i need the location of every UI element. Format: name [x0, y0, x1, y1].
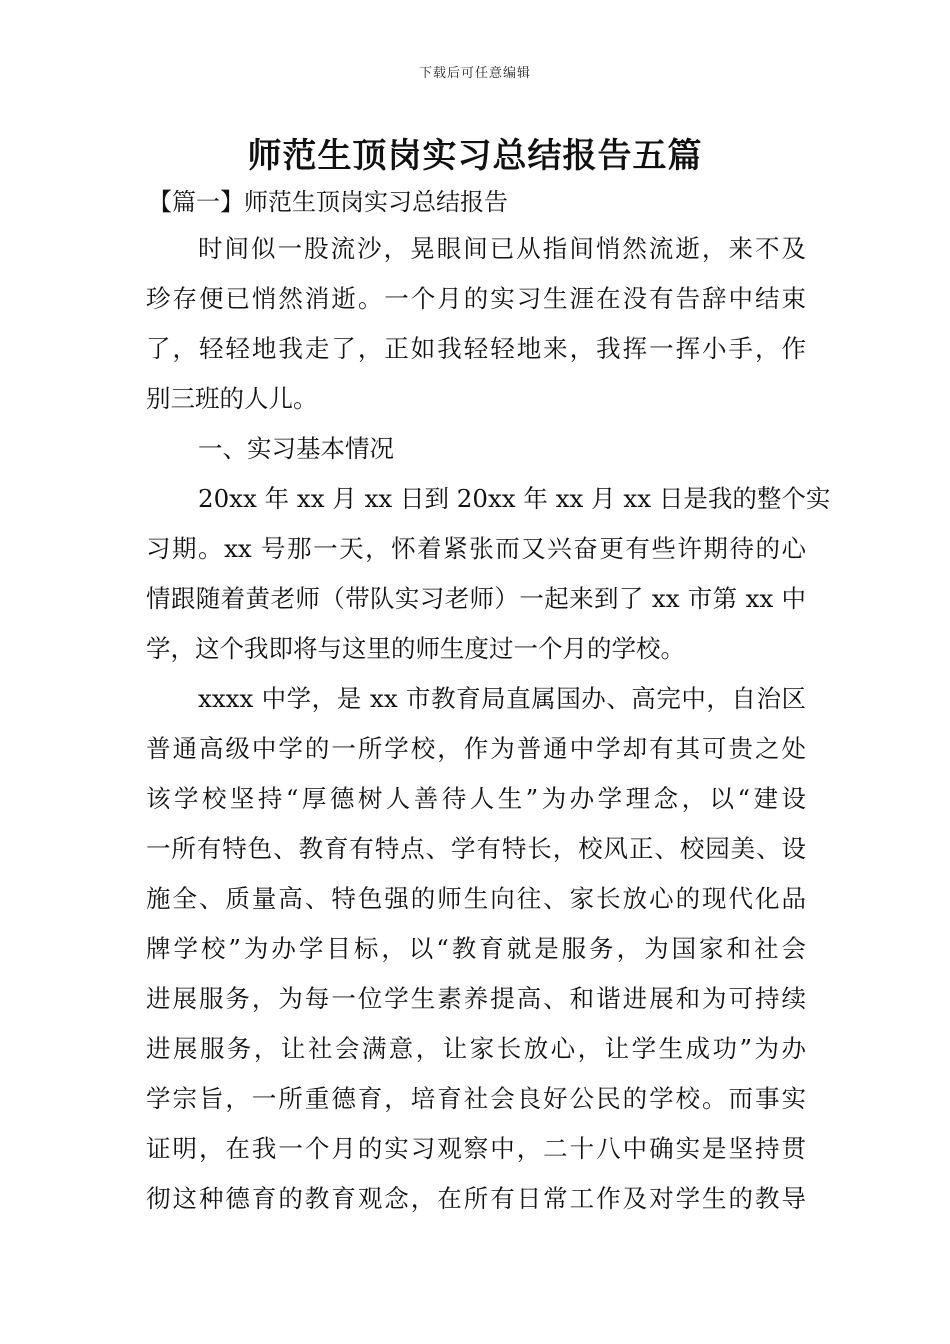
- paragraph-3: [146, 474, 831, 674]
- section-heading: 【篇一】师范生顶岗实习总结报告: [148, 188, 508, 216]
- text-line: 学，这个我即将与这里的师生度过一个月的学校。: [146, 634, 685, 663]
- subsection-heading: 一、实习基本情况: [198, 434, 394, 463]
- text-line: 证明，在我一个月的实习观察中，二十八中确实是坚持贯: [146, 1134, 806, 1163]
- paragraph-1: [146, 224, 806, 424]
- text-line: 别三班的人儿。: [146, 384, 318, 413]
- text-line: 了，轻轻地我走了，正如我轻轻地来，我挥一挥小手，作: [146, 334, 806, 363]
- text-line: 20xx 年 xx 月 xx 日到 20xx 年 xx 月 xx 日是我的整个实: [198, 484, 831, 513]
- text-line: 一所有特色、教育有特点、学有特长，校风正、校园美、设: [146, 834, 806, 863]
- text-line: 施全、质量高、特色强的师生向往、家长放心的现代化品: [146, 884, 806, 913]
- header-note: 下载后可任意编辑: [418, 66, 531, 81]
- text-line: xxxx 中学，是 xx 市教育局直属国办、高完中，自治区: [198, 684, 806, 713]
- text-line: 牌学校”为办学目标，以“教育就是服务，为国家和社会: [146, 934, 806, 963]
- text-line: 时间似一股流沙，晃眼间已从指间悄然流逝，来不及: [198, 234, 806, 263]
- text-line: 该学校坚持“厚德树人善待人生”为办学理念，以“建设: [146, 784, 806, 813]
- paragraph-4: [146, 674, 806, 1224]
- text-line: 情跟随着黄老师（带队实习老师）一起来到了 xx 市第 xx 中: [146, 584, 806, 613]
- text-line: 进展服务，为每一位学生素养提高、和谐进展和为可持续: [146, 984, 806, 1013]
- text-line: 普通高级中学的一所学校，作为普通中学却有其可贵之处: [146, 734, 806, 763]
- text-line: 学宗旨，一所重德育，培育社会良好公民的学校。而事实: [146, 1084, 806, 1113]
- text-line: 珍存便已悄然消逝。一个月的实习生涯在没有告辞中结束: [146, 284, 806, 313]
- paragraph-2: [146, 424, 806, 474]
- text-line: 习期。xx 号那一天，怀着紧张而又兴奋更有些许期待的心: [146, 534, 806, 563]
- document-title: 师范生顶岗实习总结报告五篇: [247, 136, 703, 176]
- text-line: 彻这种德育的教育观念，在所有日常工作及对学生的教导: [146, 1184, 806, 1213]
- text-line: 进展服务，让社会满意，让家长放心，让学生成功”为办: [146, 1034, 806, 1063]
